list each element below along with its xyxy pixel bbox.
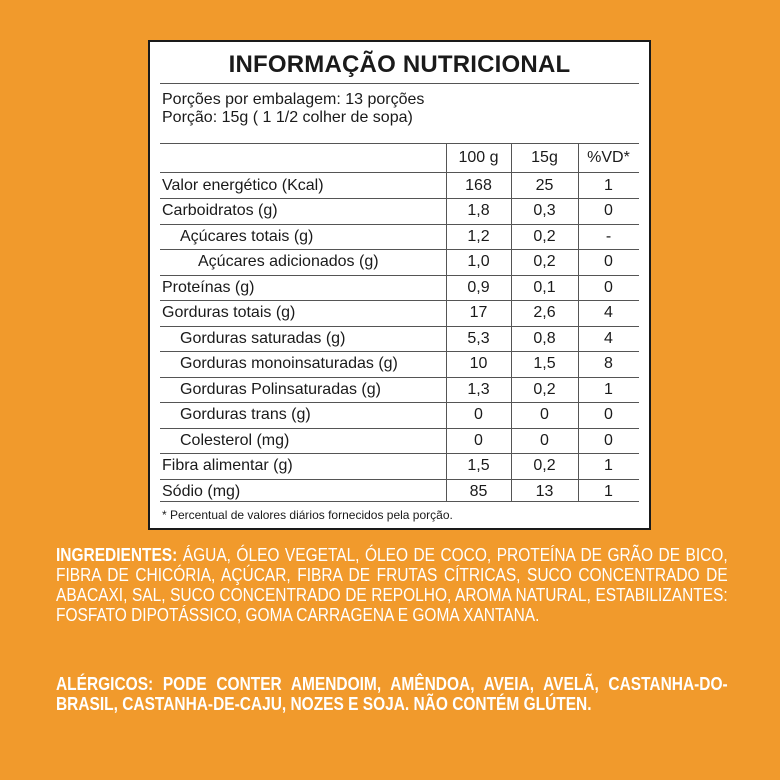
value-per-100g: 1,0 (467, 253, 490, 270)
value-per-100g: 0 (474, 431, 483, 449)
ingredients-label: INGREDIENTES: (56, 545, 178, 565)
value-per-serving: 0,2 (533, 253, 556, 270)
value-daily-percent: - (605, 227, 612, 245)
nutrient-label: Gorduras totais (g) (162, 304, 296, 321)
nutrient-label: Gorduras Polinsaturadas (g) (180, 380, 381, 398)
value-daily-percent: 4 (604, 329, 613, 347)
nutrient-label: Carboidratos (g) (162, 202, 278, 219)
divider (160, 83, 639, 84)
value-daily-percent: 0 (604, 406, 613, 423)
value-daily-percent: 4 (604, 304, 613, 321)
column-header-100g: 100 g (458, 149, 499, 166)
value-per-serving: 1,5 (533, 355, 556, 372)
value-per-100g: 1,2 (467, 227, 490, 245)
value-per-100g: 85 (469, 482, 488, 500)
value-per-serving: 0,3 (533, 202, 556, 219)
nutrient-label: Valor energético (Kcal) (162, 176, 324, 194)
value-daily-percent: 8 (604, 355, 613, 372)
value-per-100g: 0 (474, 406, 483, 423)
value-per-100g: 17 (469, 304, 488, 321)
servings-per-package: Porções por embalagem: 13 porções (162, 91, 425, 108)
nutrient-label: Açúcares adicionados (g) (198, 253, 379, 270)
value-per-100g: 5,3 (467, 329, 490, 347)
nutrient-label: Gorduras saturadas (g) (180, 329, 346, 347)
column-header-serving: 15g (531, 149, 558, 166)
value-daily-percent: 0 (604, 253, 613, 270)
nutrient-label: Colesterol (mg) (180, 431, 290, 449)
value-per-serving: 0 (540, 406, 549, 423)
allergens-paragraph: ALÉRGICOS: PODE CONTER AMENDOIM, AMÊNDOA, AVEIA, AVELÃ, CASTANHA-DO-BRASIL, CASTANHA-DE-CAJU, NOZES E SOJA. NÃO CONTÉM GLÚTEN. (56, 674, 728, 714)
value-daily-percent: 1 (604, 457, 613, 474)
value-per-serving: 0,2 (533, 457, 556, 474)
nutrient-label: Proteínas (g) (162, 278, 255, 296)
value-per-serving: 0,8 (533, 329, 556, 347)
value-per-100g: 10 (469, 355, 488, 372)
value-daily-percent: 0 (604, 431, 613, 449)
value-per-100g: 168 (465, 176, 492, 194)
nutrient-label: Fibra alimentar (g) (162, 457, 293, 474)
ingredients-paragraph (56, 545, 728, 625)
divider (160, 143, 639, 144)
value-daily-percent: 1 (604, 482, 613, 500)
value-daily-percent: 0 (604, 278, 613, 296)
value-daily-percent: 0 (604, 202, 613, 219)
column-header-vd: %VD* (587, 149, 630, 166)
footnote: * Percentual de valores diários fornecidos pela porção. (162, 508, 453, 522)
value-per-serving: 0 (540, 431, 549, 449)
value-daily-percent: 1 (604, 380, 613, 398)
value-per-100g: 1,3 (467, 380, 490, 398)
ingredients-text: ÁGUA, ÓLEO VEGETAL, ÓLEO DE COCO, PROTEÍNA DE GRÃO DE BICO, FIBRA DE CHICÓRIA, AÇÚCAR, FIBRA DE FRUTAS CÍTRICAS, SUCO CONCENTRADO DE ABACAXI, SAL, SUCO CONCENTRADO DE REPOLHO, AROMA NATURAL, ESTABILIZANTES: FOSFATO DIPOTÁSSICO, GOMA CARRAGENA E GOMA XANTANA. (56, 545, 728, 625)
serving-size: Porção: 15g ( 1 1/2 colher de sopa) (162, 109, 413, 126)
value-daily-percent: 1 (604, 176, 613, 194)
nutrition-title: INFORMAÇÃO NUTRICIONAL (228, 51, 571, 78)
nutrient-label: Açúcares totais (g) (180, 227, 314, 245)
value-per-100g: 0,9 (467, 278, 490, 296)
nutrient-label: Sódio (mg) (162, 482, 241, 500)
value-per-serving: 0,2 (533, 380, 556, 398)
nutrition-facts-panel (148, 40, 651, 530)
value-per-serving: 0,1 (533, 278, 556, 296)
value-per-100g: 1,8 (467, 202, 490, 219)
value-per-serving: 13 (535, 482, 554, 500)
nutrient-label: Gorduras trans (g) (180, 406, 311, 423)
nutrient-label: Gorduras monoinsaturadas (g) (180, 355, 398, 372)
value-per-serving: 2,6 (533, 304, 556, 321)
value-per-serving: 0,2 (533, 227, 556, 245)
value-per-serving: 25 (535, 176, 554, 194)
value-per-100g: 1,5 (467, 457, 490, 474)
divider (160, 501, 639, 502)
